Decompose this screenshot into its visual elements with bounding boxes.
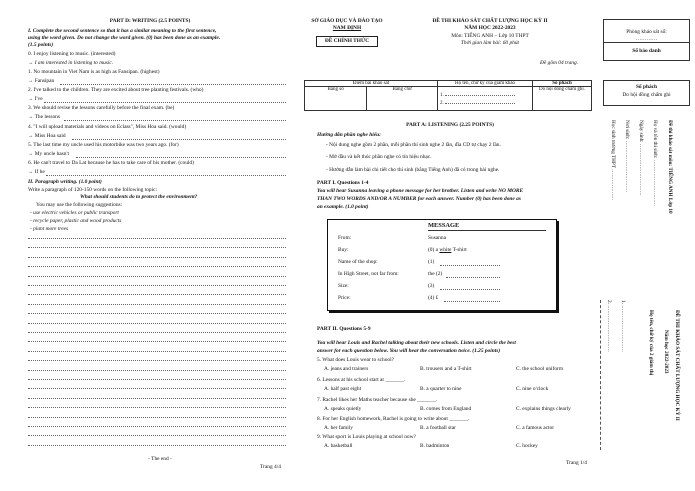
writing-line[interactable] [28,426,286,427]
option[interactable]: C. nine o'clock [516,386,549,392]
score-words-cell[interactable]: Bằng chữ [367,87,438,111]
writing-line[interactable] [28,266,286,267]
part1-instruction: an example. (1.0 point) [317,204,369,210]
examiner-cell[interactable] [438,87,533,111]
answer-2-line[interactable] [44,102,286,103]
vertical-school[interactable]: Học sinh trường THPT ……………… [610,120,616,201]
writing-line[interactable] [28,247,286,248]
answer-line-1[interactable] [440,265,500,266]
option[interactable]: C. the school uniform [516,366,564,372]
examiner-header: Họ tên, chữ ký của giám khảo [438,81,533,87]
option[interactable]: B. badminton [420,443,450,449]
department-city: NAM ĐỊNH [332,25,362,31]
question-6: 6. He can't travel to Da Lat because he has to take care of his mother. (could) [28,160,194,166]
part2-title: PART II. Questions 5-9 [317,326,371,332]
vertical-exam-year: Năm học 2022-2023 [663,330,669,374]
answer-line-3[interactable] [440,289,500,290]
answer-line-2[interactable] [446,277,500,278]
option[interactable]: C. hockey [516,443,538,449]
suggestion-item: - plant more trees [30,226,69,232]
sophach-box [603,80,690,106]
option[interactable]: B. a quarter to nine [420,386,462,392]
exam-time: Thời gian làm bài: 60 phút [460,40,520,46]
msg-label-price: Price: [338,295,351,301]
msg-label-buy: Buy: [338,247,349,253]
exam-year: NĂM HỌC 2022-2023 [464,25,516,31]
answer-5-line[interactable] [76,157,286,158]
question-5-listening: 5. What does Louis wear to school? [317,357,394,363]
option[interactable]: C. explains things clearly [516,406,571,412]
guide-item: - Mở đầu và kết thúc phần nghe có tín hiệu nhạc. [326,154,432,160]
option[interactable]: A. half past eight [324,386,362,392]
sec2-suggestions-label: You may use the following suggestions: [36,202,123,208]
answer-4-line[interactable] [72,139,286,140]
vertical-exam-subject: Đề thi khảo sát môn: TIẾNG ANH Lớp 10 [667,120,673,214]
example-question: 0. I enjoy listening to music. (interested) [28,51,116,57]
message-title: MESSAGE [428,222,460,229]
msg-label-from: From: [338,235,352,241]
sbd-label: Số báo danh [632,48,661,54]
example-answer-word: white [439,247,452,253]
writing-line[interactable] [28,407,286,408]
writing-line[interactable] [28,341,286,342]
answer-1-prefix: → Fansipan [28,78,55,84]
question-3: 3. We should revise the lessons carefully before the final exam. (be) [28,105,175,111]
vertical-proctor-label: Họ tên, chữ ký của 2 giám thị [648,310,654,376]
writing-line[interactable] [28,435,286,436]
sec1-header-2: using the word given. Do not change the word given. (0) has been done as an example. [28,35,221,41]
examiner-1: 1. [440,93,444,98]
writing-line[interactable] [28,294,286,295]
vertical-dob[interactable]: Ngày sinh: ………………………… [638,120,644,196]
writing-line[interactable] [28,257,286,258]
answer-3-line[interactable] [64,120,286,121]
vertical-candidate-name[interactable]: Họ và tên thí sinh: ……………………… [652,120,658,207]
sec2-topic: What should students do to protect the environment? [80,194,198,200]
suggestion-item: - recycle paper, plastic and wood products [30,218,122,224]
answer-1-line[interactable] [60,84,286,85]
guide-item: - Hướng dẫn làm bài chi tiết cho thí sinh (bằng Tiếng Anh) đã có trong bài nghe. [326,167,500,173]
answer-line-4[interactable] [444,301,500,302]
score-header: Điểm bài khảo sát [305,81,438,87]
writing-line[interactable] [28,388,286,389]
sec2-header: II. Paragraph writing. (1.0 point) [28,179,102,185]
msg-value-near: the (2) [428,271,443,277]
sophach-note: Do hội đồng chấm ghi. [533,87,592,111]
vertical-proctor-2[interactable]: 2. ……………………… [606,300,612,352]
writing-line[interactable] [28,351,286,352]
exam-pages: Đề gồm 04 trang. [540,60,579,66]
question-6-listening: 6. Lessons at his school start at _______. [317,377,406,383]
writing-line[interactable] [28,323,286,324]
writing-line[interactable] [28,360,286,361]
option[interactable]: B. trousers and a T-shirt [420,366,472,372]
msg-value-buy: (0) a white T-shirt [428,247,467,253]
question-1: 1. No mountain in Viet Nam is as high as Fansipan. (highest) [28,69,160,75]
part2-instruction: You will hear Louis and Rachel talking about their new schools. Listen and circle the best [317,340,516,346]
answer-6-line[interactable] [46,175,286,176]
option[interactable]: C. a famous actor [516,425,555,431]
writing-line[interactable] [28,238,286,239]
option[interactable]: A. jeans and trainers [324,366,369,372]
room-box [603,19,690,61]
the-end: - The end - [148,456,172,462]
option[interactable]: A. basketball [324,443,353,449]
part1-instruction: THAN TWO WORDS AND/OR A NUMBER for each answer. Number (0) has been done as [317,196,521,202]
vertical-exam-title: ĐỀ THI KHẢO SÁT CHẤT LƯỢNG HỌC KỲ II [674,310,680,421]
writing-line[interactable] [28,398,286,399]
question-8-listening: 8. For her English homework, Rachel is going to write about _______. [317,416,470,422]
sec1-points: (1.5 points) [28,42,54,48]
official-badge: ĐỀ CHÍNH THỨC [316,36,378,47]
answer-2-prefix: → I've [28,96,43,102]
option[interactable]: A. her family [324,425,353,431]
msg-value-shop: (1) [428,259,435,265]
vertical-pob[interactable]: Nơi sinh: ………………………… [624,120,630,193]
page-number-left: Trang 4/4 [260,464,281,470]
sophach-label: Số phách [635,84,658,90]
part1-title: PART I. Questions 1-4 [317,180,369,186]
question-4: 4. "I will upload materials and videos on Eclass", Miss Hoa said. (would) [28,124,187,130]
part2-instruction: answer for each question below. You will hear the conversation twice. (1.25 points) [317,348,501,354]
msg-label-shop: Name of the shop: [338,259,378,265]
listening-title: PART A: LISTENING (2.25 POINTS) [406,122,494,128]
question-5: 5. The last time my uncle used his motorbike was two years ago. (for) [28,142,179,148]
room-label: Phòng khảo sát số: [626,29,667,35]
writing-line[interactable] [28,313,286,314]
answer-4-prefix: → Miss Hoa said [28,133,66,139]
writing-line[interactable] [28,445,286,446]
writing-line[interactable] [28,370,286,371]
writing-line[interactable] [28,276,286,277]
guide-item: - Nội dung nghe gồm 2 phần, mỗi phần thí sinh nghe 2 lần, đĩa CD tự chạy 2 lần. [326,142,501,148]
vertical-proctor-1[interactable]: 1. ……………………… [620,300,626,352]
sophach-header: Số phách [533,81,592,87]
room-dots[interactable]: ………… [635,36,658,42]
part1-instruction: You will hear Susanna leaving a phone message for her brother. Listen and write NO MORE [317,188,524,194]
question-7-listening: 7. Rachel likes her Maths teacher because she _______. [317,397,438,403]
writing-line[interactable] [28,304,286,305]
sec2-text: Write a paragraph of 120-150 words on the following topic: [28,187,157,193]
message-box [327,219,557,311]
msg-label-size: Size: [338,283,349,289]
part-d-title: PART D: WRITING (2.5 POINTS) [109,18,191,24]
answer-5-prefix: → My uncle hasn't [28,151,69,157]
exam-title: ĐỀ THI KHẢO SÁT CHẤT LƯỢNG HỌC KỲ II [432,18,548,24]
examiner-2: 2. [440,101,444,106]
sophach-note-right: Do hội đồng chấm ghi [622,92,671,98]
writing-line[interactable] [28,417,286,418]
msg-label-near: In High Street, not far from: [338,271,399,277]
writing-line[interactable] [28,379,286,380]
question-2: 2. I've talked to the children. They are excited about tree planting festivals. (who) [28,87,204,93]
question-9-listening: 9. What sport is Louis playing at school now? [317,434,416,440]
sec1-header: I. Complete the second sentence so that it has a similar meaning to the first sentence, [28,28,217,34]
exam-subject: Môn: TIẾNG ANH – Lớp 10 THPT [451,33,529,39]
score-table [304,80,592,111]
option[interactable]: B. comes from England [420,406,472,412]
writing-line[interactable] [28,332,286,333]
msg-value-size: (3) [428,283,435,289]
writing-line[interactable] [28,285,286,286]
example-answer: → I am interested in listening to music. [28,60,114,66]
answer-6-prefix: → If he [28,169,45,175]
msg-value-from: Susanna [428,235,446,241]
option[interactable]: B. a football star [420,425,456,431]
department-name: SỞ GIÁO DỤC VÀ ĐÀO TẠO [311,18,383,24]
guide-title: Hướng dẫn phần nghe hiểu: [317,132,381,138]
page-number-main: Trang 1/4 [566,460,587,466]
answer-3-prefix: → The lessons [28,114,60,120]
suggestion-item: - use electric vehicles or public transport [30,210,119,216]
score-number-cell[interactable]: Bằng số [305,87,367,111]
msg-value-price: (4) £ [428,295,439,301]
option[interactable]: A. speaks quietly [324,406,362,412]
